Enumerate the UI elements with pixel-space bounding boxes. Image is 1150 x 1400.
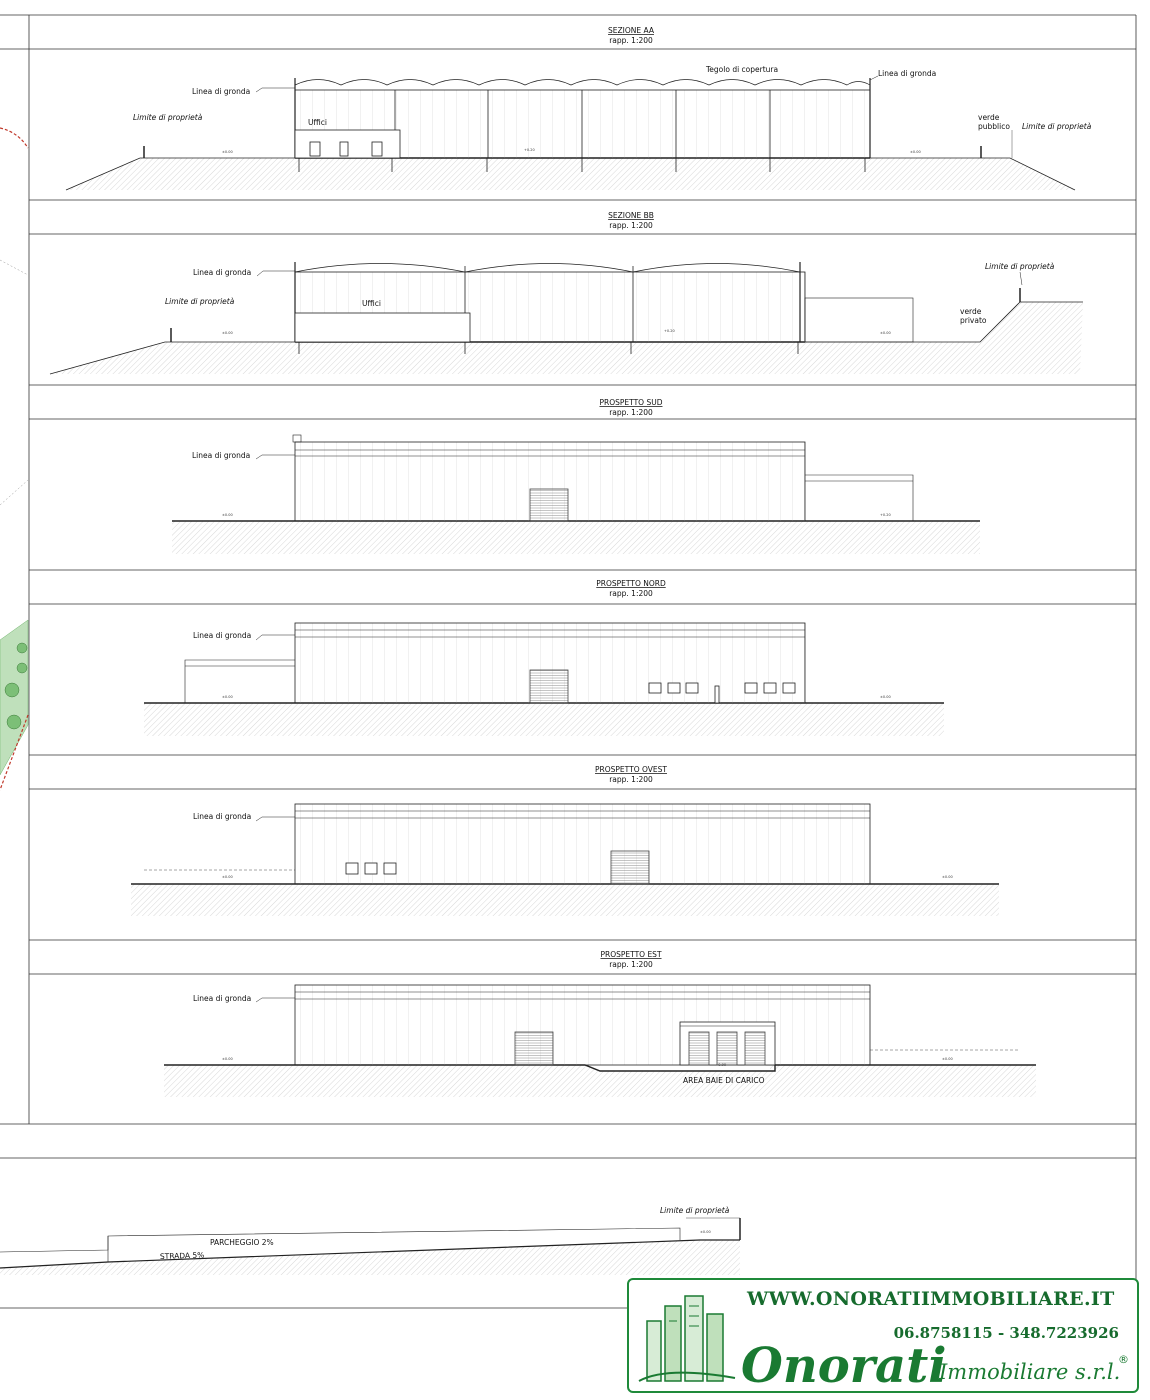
label-tegolo: Tegolo di copertura [706,65,779,74]
level-bb-3: ±0.00 [880,331,891,335]
label-uffici-bb: Uffici [362,299,381,308]
level-sud-1: ±0.00 [222,513,233,517]
label-strada: STRADA 5% [159,1250,205,1261]
level-aa-2: +0.20 [524,148,535,152]
level-est-1: ±0.00 [222,1057,233,1061]
label-verde-privato-2: privato [960,316,987,325]
label-verde-privato-1: verde [960,307,982,316]
section-title-ovest [595,765,667,784]
svg-text:SEZIONE AA: SEZIONE AA [608,26,654,35]
level-ovest-2: ±0.00 [942,875,953,879]
svg-text:rapp. 1:200: rapp. 1:200 [609,408,653,417]
onorati-logo [627,1278,1139,1393]
registered-mark: ® [1118,1353,1129,1366]
label-limite-aa-right: Limite di proprietà [1022,122,1092,131]
label-gronda-aa-left: Linea di gronda [192,87,251,96]
level-est-2: -0.90 [717,1063,727,1067]
label-area-baie: AREA BAIE DI CARICO [683,1076,765,1085]
svg-text:rapp. 1:200: rapp. 1:200 [609,775,653,784]
logo-url: WWW.ONORATIIMMOBILIARE.IT [747,1288,1115,1310]
label-verde-pubblico-1: verde [978,113,1000,122]
svg-text:rapp. 1:200: rapp. 1:200 [609,221,653,230]
section-title-aa [608,26,655,45]
logo-brand: Onorati [741,1338,947,1393]
buildings-logo-graphic [637,1286,737,1386]
label-limite-aa-left: Limite di proprietà [133,113,203,122]
label-uffici-aa: Uffici [308,118,327,127]
site-plan-fragment [0,128,28,790]
svg-text:rapp. 1:200: rapp. 1:200 [609,589,653,598]
section-title-nord [596,579,666,598]
label-parcheggio: PARCHEGGIO 2% [210,1238,274,1247]
drawing-sezione-bb [50,262,1083,374]
logo-subtitle: Immobiliare s.r.l. [939,1360,1121,1384]
drawing-road-profile [0,1218,740,1275]
svg-text:PROSPETTO NORD: PROSPETTO NORD [596,579,666,588]
logo-phone: 06.8758115 - 348.7223926 [893,1324,1119,1342]
label-limite-road: Limite di proprietà [660,1206,730,1215]
level-bb-1: ±0.00 [222,331,233,335]
label-gronda-aa-right: Linea di gronda [878,69,937,78]
level-road: ±0.00 [700,1230,711,1234]
drawing-prospetto-nord [144,623,944,736]
level-ovest-1: ±0.00 [222,875,233,879]
level-aa-3: ±0.00 [910,150,921,154]
label-limite-bb-left: Limite di proprietà [165,297,235,306]
label-gronda-sud: Linea di gronda [192,451,251,460]
label-gronda-est: Linea di gronda [193,994,252,1003]
label-verde-pubblico-2: pubblico [978,122,1010,131]
label-gronda-bb: Linea di gronda [193,268,252,277]
level-nord-2: ±0.00 [880,695,891,699]
drawing-prospetto-est [164,985,1036,1097]
level-bb-2: +0.20 [664,329,675,333]
level-aa-1: ±0.00 [222,150,233,154]
section-title-bb [608,211,654,230]
level-est-3: ±0.00 [942,1057,953,1061]
label-gronda-nord: Linea di gronda [193,631,252,640]
svg-text:rapp. 1:200: rapp. 1:200 [609,36,653,45]
section-title-sud [599,398,662,417]
svg-text:SEZIONE BB: SEZIONE BB [608,211,654,220]
level-sud-2: +0.20 [880,513,891,517]
drawing-prospetto-sud [172,435,980,554]
level-nord-1: ±0.00 [222,695,233,699]
svg-text:PROSPETTO EST: PROSPETTO EST [600,950,662,959]
svg-text:rapp. 1:200: rapp. 1:200 [609,960,653,969]
label-limite-bb-right: Limite di proprietà [985,262,1055,271]
label-gronda-ovest: Linea di gronda [193,812,252,821]
section-title-est [600,950,661,969]
svg-text:PROSPETTO OVEST: PROSPETTO OVEST [595,765,667,774]
svg-text:PROSPETTO SUD: PROSPETTO SUD [599,398,663,407]
drawing-prospetto-ovest [131,804,999,916]
